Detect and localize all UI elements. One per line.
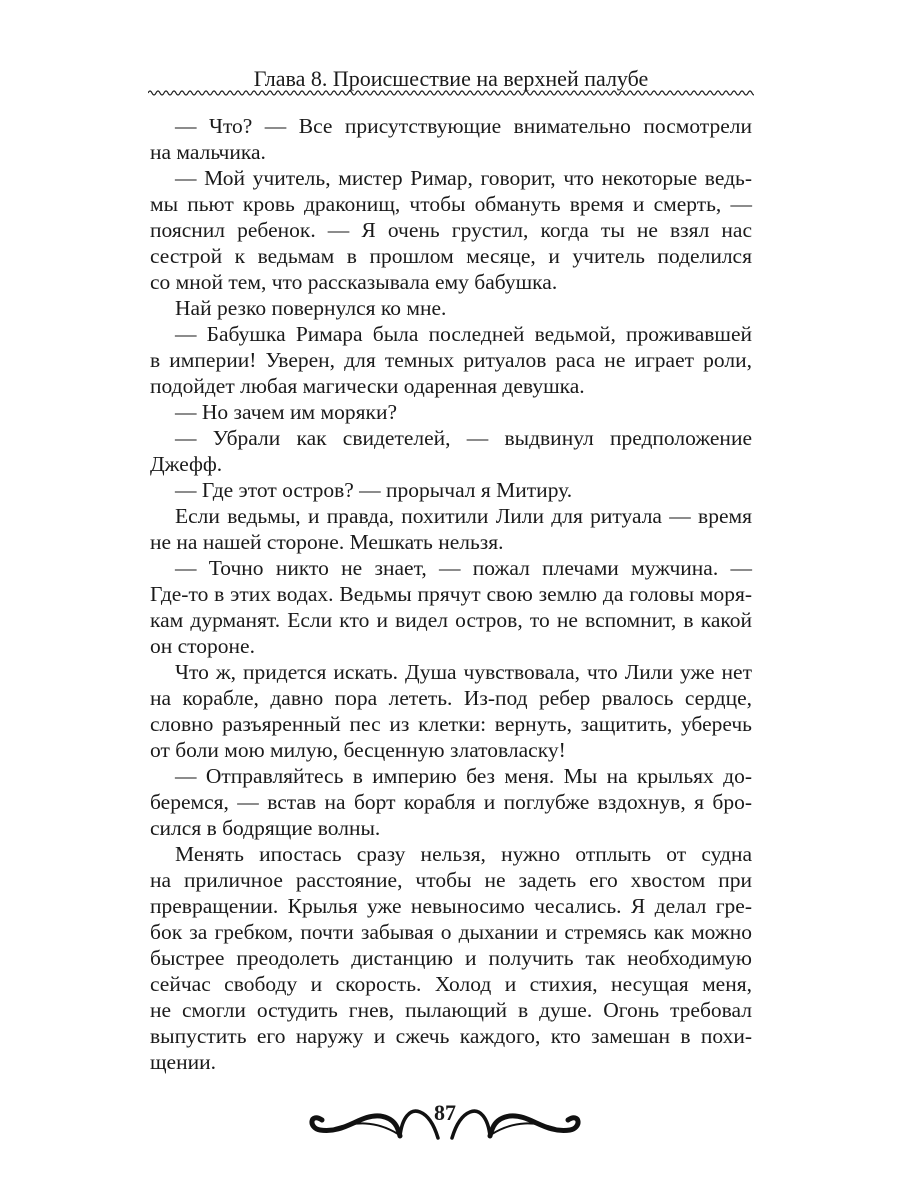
- text-line: бок за гребком, почти забывая о дыхании и стремясь как можно: [150, 920, 752, 944]
- text-line: кам дурманят. Если кто и видел остров, то не вспомнит, в какой: [150, 608, 752, 632]
- text-line: превращении. Крылья уже невыносимо чесались. Я делал гре-: [150, 894, 752, 918]
- text-line: пояснил ребенок. — Я очень грустил, когда ты не взял нас: [150, 218, 752, 242]
- text-line: подойдет любая магически одаренная девушка.: [150, 374, 585, 398]
- paragraph: [150, 425, 752, 477]
- text-line: словно разъяренный пес из клетки: вернуть, защитить, уберечь: [150, 712, 752, 736]
- text-line: Джефф.: [150, 452, 223, 476]
- text-line: быстрее преодолеть дистанцию и получить так необходимую: [150, 946, 752, 970]
- text-line: мы пьют кровь драконищ, чтобы обмануть время и смерть, —: [150, 192, 752, 216]
- text-line: — Отправляйтесь в империю без меня. Мы на крыльях до-: [175, 764, 752, 788]
- paragraph: [150, 841, 752, 1075]
- text-line: не смогли остудить гнев, пылающий в душе. Огонь требовал: [150, 998, 752, 1022]
- text-line: на корабле, давно пора лететь. Из-под ребер рвалось сердце,: [150, 686, 752, 710]
- text-line: Если ведьмы, и правда, похитили Лили для ритуала — время: [175, 504, 752, 528]
- page-body-text: [150, 113, 752, 1075]
- text-line: — Что? — Все присутствующие внимательно посмотрели: [175, 114, 752, 138]
- text-line: от боли мою милую, бесценную златовласку!: [150, 738, 566, 762]
- paragraph: [150, 165, 752, 295]
- paragraph: [150, 477, 752, 503]
- text-line: не на нашей стороне. Мешкать нельзя.: [150, 530, 504, 554]
- text-line: сестрой к ведьмам в прошлом месяце, и учитель поделился: [150, 244, 752, 268]
- text-line: сился в бодрящие волны.: [150, 816, 381, 840]
- text-line: сейчас свободу и скорость. Холод и стихия, несущая меня,: [150, 972, 752, 996]
- chapter-title: Глава 8. Происшествие на верхней палубе: [253, 66, 649, 91]
- paragraph: [150, 295, 752, 321]
- paragraph: [150, 113, 752, 165]
- text-line: Менять ипостась сразу нельзя, нужно отплыть от судна: [175, 842, 752, 866]
- text-line: щении.: [150, 1050, 216, 1074]
- paragraph: [150, 399, 752, 425]
- text-line: на приличное расстояние, чтобы не задеть его хвостом при: [150, 868, 752, 892]
- wavy-divider: [148, 88, 754, 98]
- text-line: со мной тем, что рассказывала ему бабушка.: [150, 270, 558, 294]
- text-line: в империи! Уверен, для темных ритуалов раса не играет роли,: [150, 348, 752, 372]
- paragraph: [150, 659, 752, 763]
- text-line: — Точно никто не знает, — пожал плечами мужчина. —: [175, 556, 752, 580]
- text-line: — Убрали как свидетелей, — выдвинул предположение: [175, 426, 752, 450]
- text-line: он стороне.: [150, 634, 255, 658]
- text-line: — Мой учитель, мистер Римар, говорит, что некоторые ведь-: [175, 166, 752, 190]
- paragraph: [150, 503, 752, 555]
- text-line: — Где этот остров? — прорычал я Митиру.: [175, 478, 573, 502]
- text-line: Что ж, придется искать. Душа чувствовала, что Лили уже нет: [175, 660, 752, 684]
- text-line: — Бабушка Римара была последней ведьмой, проживавшей: [175, 322, 752, 346]
- text-line: на мальчика.: [150, 140, 266, 164]
- paragraph: [150, 321, 752, 399]
- page-footer: [300, 1098, 590, 1148]
- text-line: Най резко повернулся ко мне.: [175, 296, 447, 320]
- text-line: беремся, — встав на борт корабля и поглубже вздохнув, я бро-: [150, 790, 752, 814]
- text-line: выпустить его наружу и сжечь каждого, кто замешан в похи-: [150, 1024, 752, 1048]
- text-line: — Но зачем им моряки?: [175, 400, 398, 424]
- text-line: Где-то в этих водах. Ведьмы прячут свою землю да головы моря-: [150, 582, 752, 606]
- paragraph: [150, 763, 752, 841]
- page-number: 87: [434, 1100, 456, 1125]
- paragraph: [150, 555, 752, 659]
